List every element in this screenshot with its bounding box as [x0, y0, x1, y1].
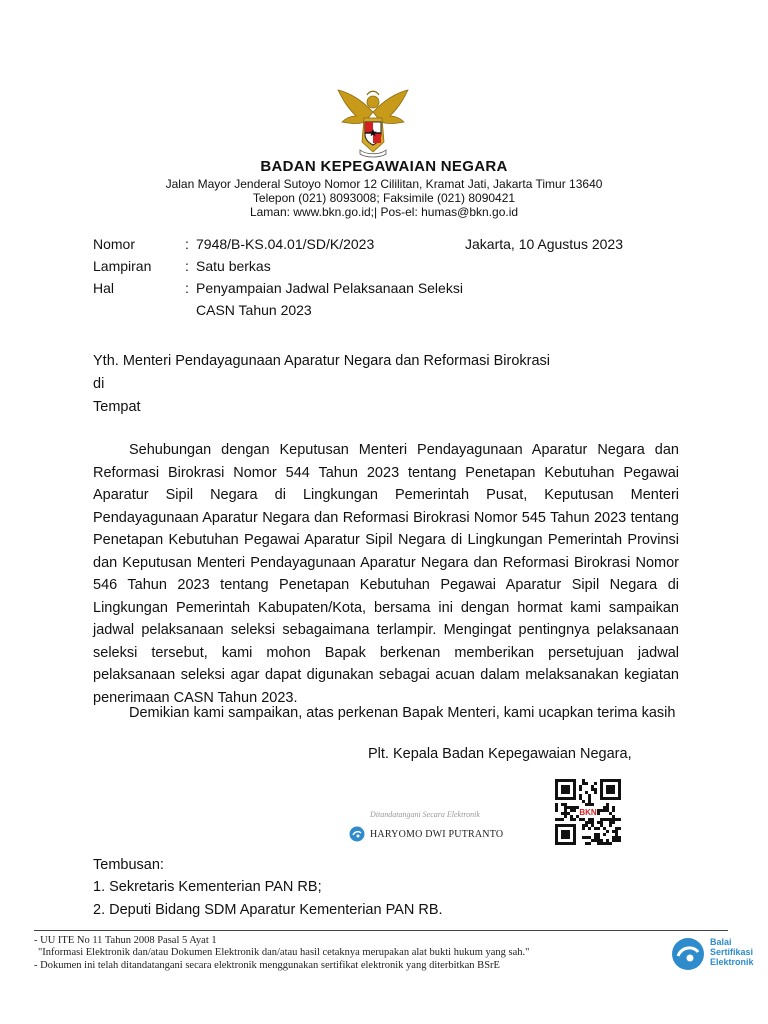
organization-address: Jalan Mayor Jenderal Sutoyo Nomor 12 Cililitan, Kramat Jati, Jakarta Timur 13640: [165, 177, 603, 191]
organization-phone: Telepon (021) 8093008; Faksimile (021) 8090421: [252, 191, 516, 205]
qr-code-icon: [555, 779, 621, 845]
nomor-value: 7948/B-KS.04.01/SD/K/2023: [196, 236, 375, 252]
body-paragraph-2-text: Demikian kami sampaikan, atas perkenan Bapak Menteri, kami ucapkan terima kasih: [129, 705, 676, 721]
footer-law-quote: "Informasi Elektronik dan/atau Dokumen Elektronik dan/atau hasil cetaknya merupakan alat bukti hukum yang sah.": [38, 947, 530, 958]
bsre-label-line: Elektronik: [710, 957, 754, 967]
bsre-label-line: Sertifikasi: [710, 947, 754, 957]
hal-value-line1: Penyampaian Jadwal Pelaksanaan Seleksi: [196, 280, 463, 296]
signatory-title: Plt. Kepala Badan Kepegawaian Negara,: [368, 746, 632, 762]
organization-web: Laman: www.bkn.go.id;| Pos-el: humas@bkn.go.id: [249, 205, 519, 219]
body-paragraph-1-text: Sehubungan dengan Keputusan Menteri Pendayagunaan Aparatur Negara dan Reformasi Birokrasi Nomor 544 Tahun 2023 tentang Penetapan Kebutuhan Pegawai Aparatur Sipil Negara di Lingkungan Pemerintah Pusat, Keputusan Menteri Pendayagunaan Aparatur Negara dan Reformasi Birokrasi Nomor 545 Tahun 2023 tentang Penetapan Kebutuhan Pegawai Aparatur Sipil Negara di Lingkungan Pemerintah Provinsi dan Keputusan Menteri Pendayagunaan Aparatur Negara dan Reformasi Birokrasi Nomor 546 Tahun 2023 tentang Penetapan Kebutuhan Pegawai Aparatur Sipil Negara di Lingkungan Pemerintah Kabupaten/Kota, bersama ini dengan hormat kami sampaikan jadwal pelaksanaan seleksi sebagaimana terlampir. Mengingat pentingnya pelaksanaan seleksi tersebut, kami mohon Bapak berkenan memberikan persetujuan jadwal pelaksanaan seleksi agar dapat digunakan sebagai acuan dalam melaksanakan kegiatan penerimaan CASN Tahun 2023.: [93, 442, 679, 706]
body-paragraph-2: [93, 702, 679, 725]
footer-certificate-note: - Dokumen ini telah ditandatangani secara elektronik menggunakan sertifikat elektronik yang diterbitkan BSrE: [34, 960, 500, 971]
bsre-small-icon: [349, 826, 365, 842]
organization-name: BADAN KEPEGAWAIAN NEGARA: [260, 158, 508, 175]
tembusan-heading: Tembusan:: [93, 857, 164, 873]
bsre-logo-icon: [670, 936, 706, 972]
signatory-name: HARYOMO DWI PUTRANTO: [370, 829, 504, 840]
hal-colon: :: [185, 280, 189, 296]
bsre-label-line: Balai: [710, 937, 732, 947]
hal-label: Hal: [93, 280, 115, 296]
qr-seal-text: BKN: [579, 808, 597, 817]
garuda-emblem: [334, 82, 412, 160]
lampiran-colon: :: [185, 258, 189, 274]
hal-value-line2: CASN Tahun 2023: [196, 302, 312, 318]
lampiran-value: Satu berkas: [196, 258, 271, 274]
addressee-line2: di: [93, 376, 105, 392]
footer-law-reference: - UU ITE No 11 Tahun 2008 Pasal 5 Ayat 1: [34, 935, 217, 946]
electronic-signature-note: Ditandatangani Secara Elektronik: [370, 810, 480, 819]
nomor-label: Nomor: [93, 236, 136, 252]
addressee-line3: Tempat: [93, 399, 141, 415]
tembusan-item: 1. Sekretaris Kementerian PAN RB;: [93, 879, 322, 895]
footer-divider: [34, 930, 728, 931]
lampiran-label: Lampiran: [93, 258, 152, 274]
bsre-label: [710, 937, 754, 967]
addressee-line1: Yth. Menteri Pendayagunaan Aparatur Negara dan Reformasi Birokrasi: [93, 353, 551, 369]
letter-date: Jakarta, 10 Agustus 2023: [465, 236, 623, 252]
tembusan-item: 2. Deputi Bidang SDM Aparatur Kementerian PAN RB.: [93, 902, 443, 918]
nomor-colon: :: [185, 236, 189, 252]
body-paragraph-1: [93, 439, 679, 709]
